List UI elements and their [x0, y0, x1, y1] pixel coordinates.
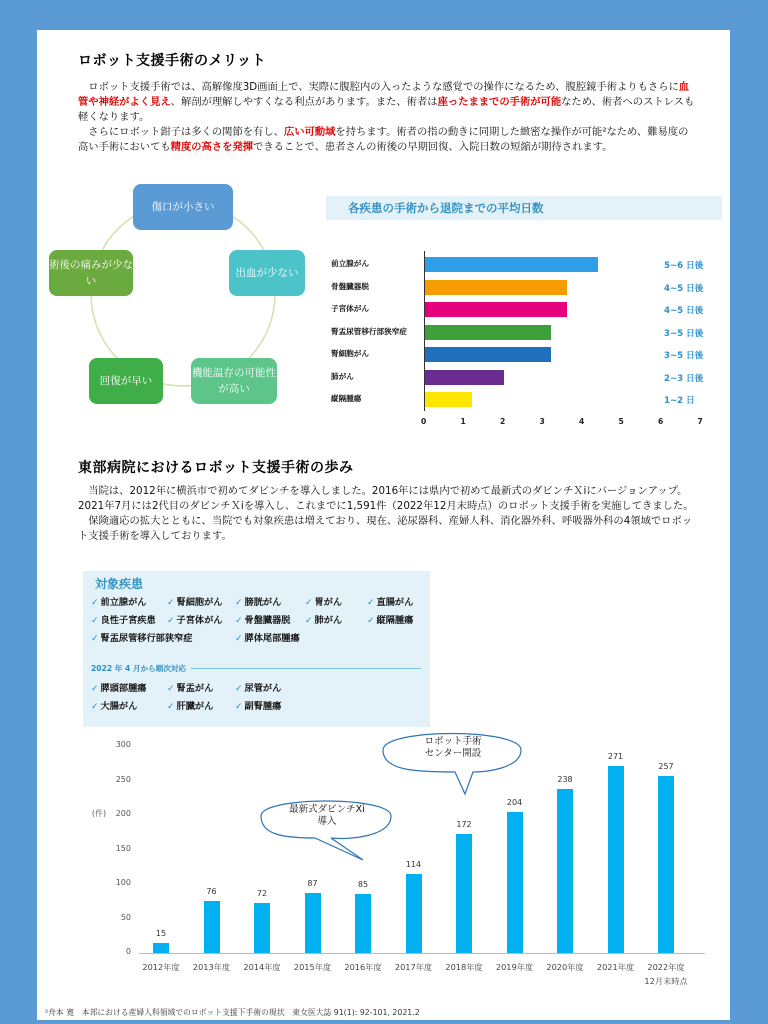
callout-center-line-1: ロボット手術	[424, 736, 482, 747]
count-category-label: 2016年度	[344, 962, 382, 972]
callout-xi-line-2: 導入	[317, 816, 337, 827]
recovery-category-label: 縦隔腫瘍	[331, 394, 362, 403]
target-disease-label: 縦隔腫瘍	[376, 615, 414, 626]
count-bar	[305, 893, 321, 953]
highlight-text: 広い可動域	[283, 126, 336, 138]
body-text: 、解剖が理解しやすくなる利点があります。また、術者は	[170, 96, 438, 108]
count-value-label: 204	[506, 798, 523, 808]
recovery-x-tick: 6	[658, 416, 664, 426]
count-bar	[355, 894, 371, 953]
cycle-node-less-pain: 術後の痛みが少ない	[49, 250, 133, 296]
target-disease-item	[91, 594, 146, 608]
check-icon: ✓	[305, 616, 313, 626]
surgery-count-ylabel: (件)	[91, 809, 107, 818]
check-icon: ✓	[235, 702, 243, 712]
target-disease-label: 胃がん	[314, 597, 343, 608]
target-disease-item	[367, 612, 413, 626]
count-bar	[204, 901, 220, 953]
body-text: を持ちます。術者の指の動きに同期した緻密な操作が可能²なため、難易度の高い手術においても	[78, 126, 689, 153]
callout-xi-bubble	[251, 788, 401, 868]
recovery-category-label: 子宮体がん	[331, 304, 369, 313]
subheading-divider	[191, 668, 421, 669]
count-value-label: 87	[307, 878, 318, 888]
check-icon: ✓	[91, 616, 99, 626]
target-disease-item	[167, 680, 213, 694]
count-value-label: 15	[155, 928, 167, 938]
check-icon: ✓	[91, 684, 99, 694]
count-category-label: 2014年度	[243, 962, 281, 972]
check-icon: ✓	[167, 702, 175, 712]
recovery-category-label: 前立腺がん	[331, 259, 369, 268]
count-bar	[406, 874, 422, 953]
target-disease-label: 膵頭部腫瘍	[100, 683, 147, 694]
count-y-tick: 200	[115, 809, 131, 818]
count-value-label: 271	[607, 752, 624, 761]
recovery-x-tick: 5	[618, 416, 624, 426]
target-disease-label: 腎盂がん	[176, 683, 214, 694]
target-disease-item	[91, 612, 156, 626]
highlight-text: 血管や神経がよく見え	[78, 81, 690, 108]
target-disease-label: 肝臓がん	[176, 701, 214, 712]
surgery-count-chart	[91, 708, 697, 986]
check-icon: ✓	[167, 598, 175, 608]
target-disease-item	[367, 594, 413, 608]
count-category-label: 2017年度	[394, 962, 433, 972]
body-text: できることで、患者さんの術後の早期回復、入院日数の短縮が期待されます。	[253, 141, 613, 153]
count-y-tick: 250	[115, 774, 131, 784]
count-value-label: 257	[658, 761, 674, 771]
count-category-label: 2020年度	[546, 962, 584, 972]
highlight-text: 座ったままでの手術が可能	[437, 96, 562, 108]
recovery-category-label: 肺がん	[331, 371, 354, 381]
count-value-label: 114	[405, 860, 422, 870]
recovery-value-label: 2~3 日後	[664, 373, 704, 384]
count-value-label: 72	[256, 889, 268, 899]
recovery-value-label: 4~5 日後	[664, 283, 704, 294]
recovery-value-label: 1~2 日	[664, 396, 695, 406]
recovery-category-label: 腎盂尿管移行部狭窄症	[331, 326, 407, 336]
recovery-x-tick: 4	[579, 416, 585, 426]
recovery-category-label: 骨盤臓器脱	[331, 281, 369, 291]
page	[37, 30, 730, 1020]
target-disease-label: 肺がん	[314, 615, 343, 626]
recovery-value-label: 4~5 日後	[664, 306, 704, 316]
cycle-node-function-preservation: 機能温存の可能性が高い	[191, 358, 277, 404]
section1-title: ロボット支援手術のメリット	[78, 53, 266, 69]
target-disease-item	[305, 594, 342, 608]
target-diseases-title: 対象疾患	[95, 577, 144, 591]
count-bar	[658, 776, 674, 953]
callout-center-text	[393, 736, 513, 760]
recovery-bar	[425, 302, 567, 317]
recovery-x-tick: 2	[500, 416, 506, 426]
target-disease-label: 大腸がん	[100, 701, 138, 712]
count-value-label: 172	[456, 820, 472, 830]
target-disease-item	[91, 630, 192, 644]
recovery-bar	[425, 392, 472, 407]
count-category-label: 2013年度	[192, 962, 231, 972]
recovery-x-tick: 3	[539, 416, 545, 426]
check-icon: ✓	[91, 598, 99, 608]
count-category-label: 2018年度	[445, 962, 483, 972]
section1-body	[78, 80, 698, 155]
section1-paragraph-2	[78, 125, 698, 155]
check-icon: ✓	[235, 616, 243, 626]
target-disease-item	[235, 680, 281, 694]
body-text: もさらに	[637, 81, 679, 93]
target-disease-label: 腎盂尿管移行部狭窄症	[100, 633, 193, 644]
recovery-value-label: 5~6 日後	[664, 261, 704, 271]
target-disease-label: 骨盤臓器脱	[244, 615, 291, 626]
callout-xi-line-1: 最新式ダビンチXi	[289, 804, 365, 815]
target-disease-label: 腎細胞がん	[176, 597, 223, 608]
section1-paragraph-1	[78, 80, 698, 125]
recovery-category-label: 腎細胞がん	[331, 349, 369, 358]
recovery-days-chart	[326, 196, 722, 426]
recovery-chart-title: 各疾患の手術から退院までの平均日数	[326, 196, 722, 220]
count-y-tick: 0	[125, 947, 131, 956]
target-disease-label: 膀胱がん	[244, 597, 282, 608]
recovery-x-tick: 0	[421, 416, 427, 426]
count-last-category-note: 12月末時点	[644, 976, 688, 986]
count-bar	[557, 789, 573, 953]
count-category-label: 2015年度	[293, 962, 332, 972]
count-bar	[254, 903, 270, 953]
count-y-tick: 300	[115, 740, 131, 749]
target-diseases-box	[83, 571, 430, 727]
target-diseases-subheading: 2022 年 4 月から順次対応	[91, 664, 187, 673]
count-bar	[153, 943, 169, 953]
count-category-label: 2012年度	[142, 962, 180, 972]
body-text: さらにロボット鉗子は多くの関節を有し、	[88, 126, 284, 138]
target-disease-label: 尿管がん	[244, 683, 282, 694]
count-x-axis	[139, 953, 705, 954]
check-icon: ✓	[305, 598, 313, 608]
target-disease-label: 良性子宮疾患	[100, 615, 156, 626]
target-diseases-list	[83, 571, 430, 727]
highlight-text: 精度の高さを発揮	[170, 141, 254, 153]
section2-paragraph-2: 保険適応の拡大とともに、当院でも対象疾患は増えており、現在、泌尿器科、産婦人科、消化器外科、呼吸器外科の4領域でロボット支援手術を導入しております。	[78, 515, 693, 542]
recovery-bar	[425, 280, 567, 295]
callout-xi-text	[267, 804, 387, 828]
count-y-tick: 50	[120, 912, 131, 922]
count-value-label: 238	[557, 774, 573, 784]
recovery-x-tick: 7	[697, 416, 703, 426]
recovery-value-label: 3~5 日後	[664, 351, 704, 361]
check-icon: ✓	[167, 684, 175, 694]
footnote: ²舟本 寛 本邦における産婦人科領域でのロボット支援下手術の現状 東女医大誌 91(1): 92-101, 2021.2	[45, 1008, 420, 1017]
cycle-node-small-wound: 傷口が小さい	[133, 184, 233, 230]
target-disease-item	[91, 680, 146, 694]
recovery-value-label: 3~5 日後	[664, 328, 704, 339]
check-icon: ✓	[235, 684, 243, 694]
check-icon: ✓	[235, 598, 243, 608]
benefits-cycle-diagram	[45, 182, 317, 408]
count-y-tick: 100	[115, 878, 131, 887]
section2-body	[78, 484, 698, 544]
body-text: なため、術者へのストレスも軽くなります。	[78, 96, 695, 123]
count-value-label: 76	[206, 886, 217, 896]
target-disease-item	[167, 612, 222, 626]
callout-center-line-2: センター開設	[424, 748, 482, 759]
recovery-chart-plot	[326, 196, 722, 426]
section2-title: 東部病院におけるロボット支援手術の歩み	[78, 460, 354, 476]
target-disease-item	[167, 594, 222, 608]
target-disease-item	[235, 612, 290, 626]
check-icon: ✓	[235, 634, 243, 644]
target-disease-label: 副腎腫瘍	[244, 701, 282, 712]
count-bar	[608, 766, 624, 953]
target-disease-item	[305, 612, 342, 626]
count-bar	[456, 834, 472, 953]
count-y-tick: 150	[115, 843, 131, 853]
count-category-label: 2021年度	[596, 962, 635, 972]
recovery-bar	[425, 257, 598, 272]
check-icon: ✓	[367, 598, 375, 608]
cycle-node-less-bleeding: 出血が少ない	[229, 250, 305, 296]
target-disease-item	[235, 594, 281, 608]
target-disease-item	[235, 630, 300, 644]
cycle-node-fast-recovery: 回復が早い	[89, 358, 163, 404]
count-category-label: 2019年度	[495, 962, 534, 972]
body-text: ロボット支援手術では、高解像度3D画面上で、実際に腹腔内の入ったような感覚での操作になるため、腹腔鏡手術より	[88, 81, 638, 93]
count-bar	[507, 812, 523, 953]
check-icon: ✓	[91, 634, 99, 644]
check-icon: ✓	[91, 702, 99, 712]
count-value-label: 85	[357, 880, 369, 890]
target-disease-label: 前立腺がん	[100, 597, 147, 608]
count-category-label: 2022年度	[647, 962, 685, 972]
recovery-bar	[425, 325, 551, 340]
target-disease-label: 子宮体がん	[176, 615, 223, 626]
check-icon: ✓	[367, 616, 375, 626]
recovery-x-tick: 1	[460, 416, 466, 426]
recovery-bar	[425, 370, 504, 385]
target-disease-label: 膵体尾部腫瘍	[244, 633, 300, 644]
check-icon: ✓	[167, 616, 175, 626]
section2-paragraph-1: 当院は、2012年に横浜市で初めてダビンチを導入しました。2016年には県内で初めて最新式のダビンチＸiにバージョンアップ。2021年7月には2代目のダビンチＸiを導入し、これまでに1,591件（2022年12月末時点）のロボット支援手術を実施してきました。	[78, 485, 694, 512]
recovery-bar	[425, 347, 551, 362]
target-disease-label: 直腸がん	[376, 597, 414, 608]
